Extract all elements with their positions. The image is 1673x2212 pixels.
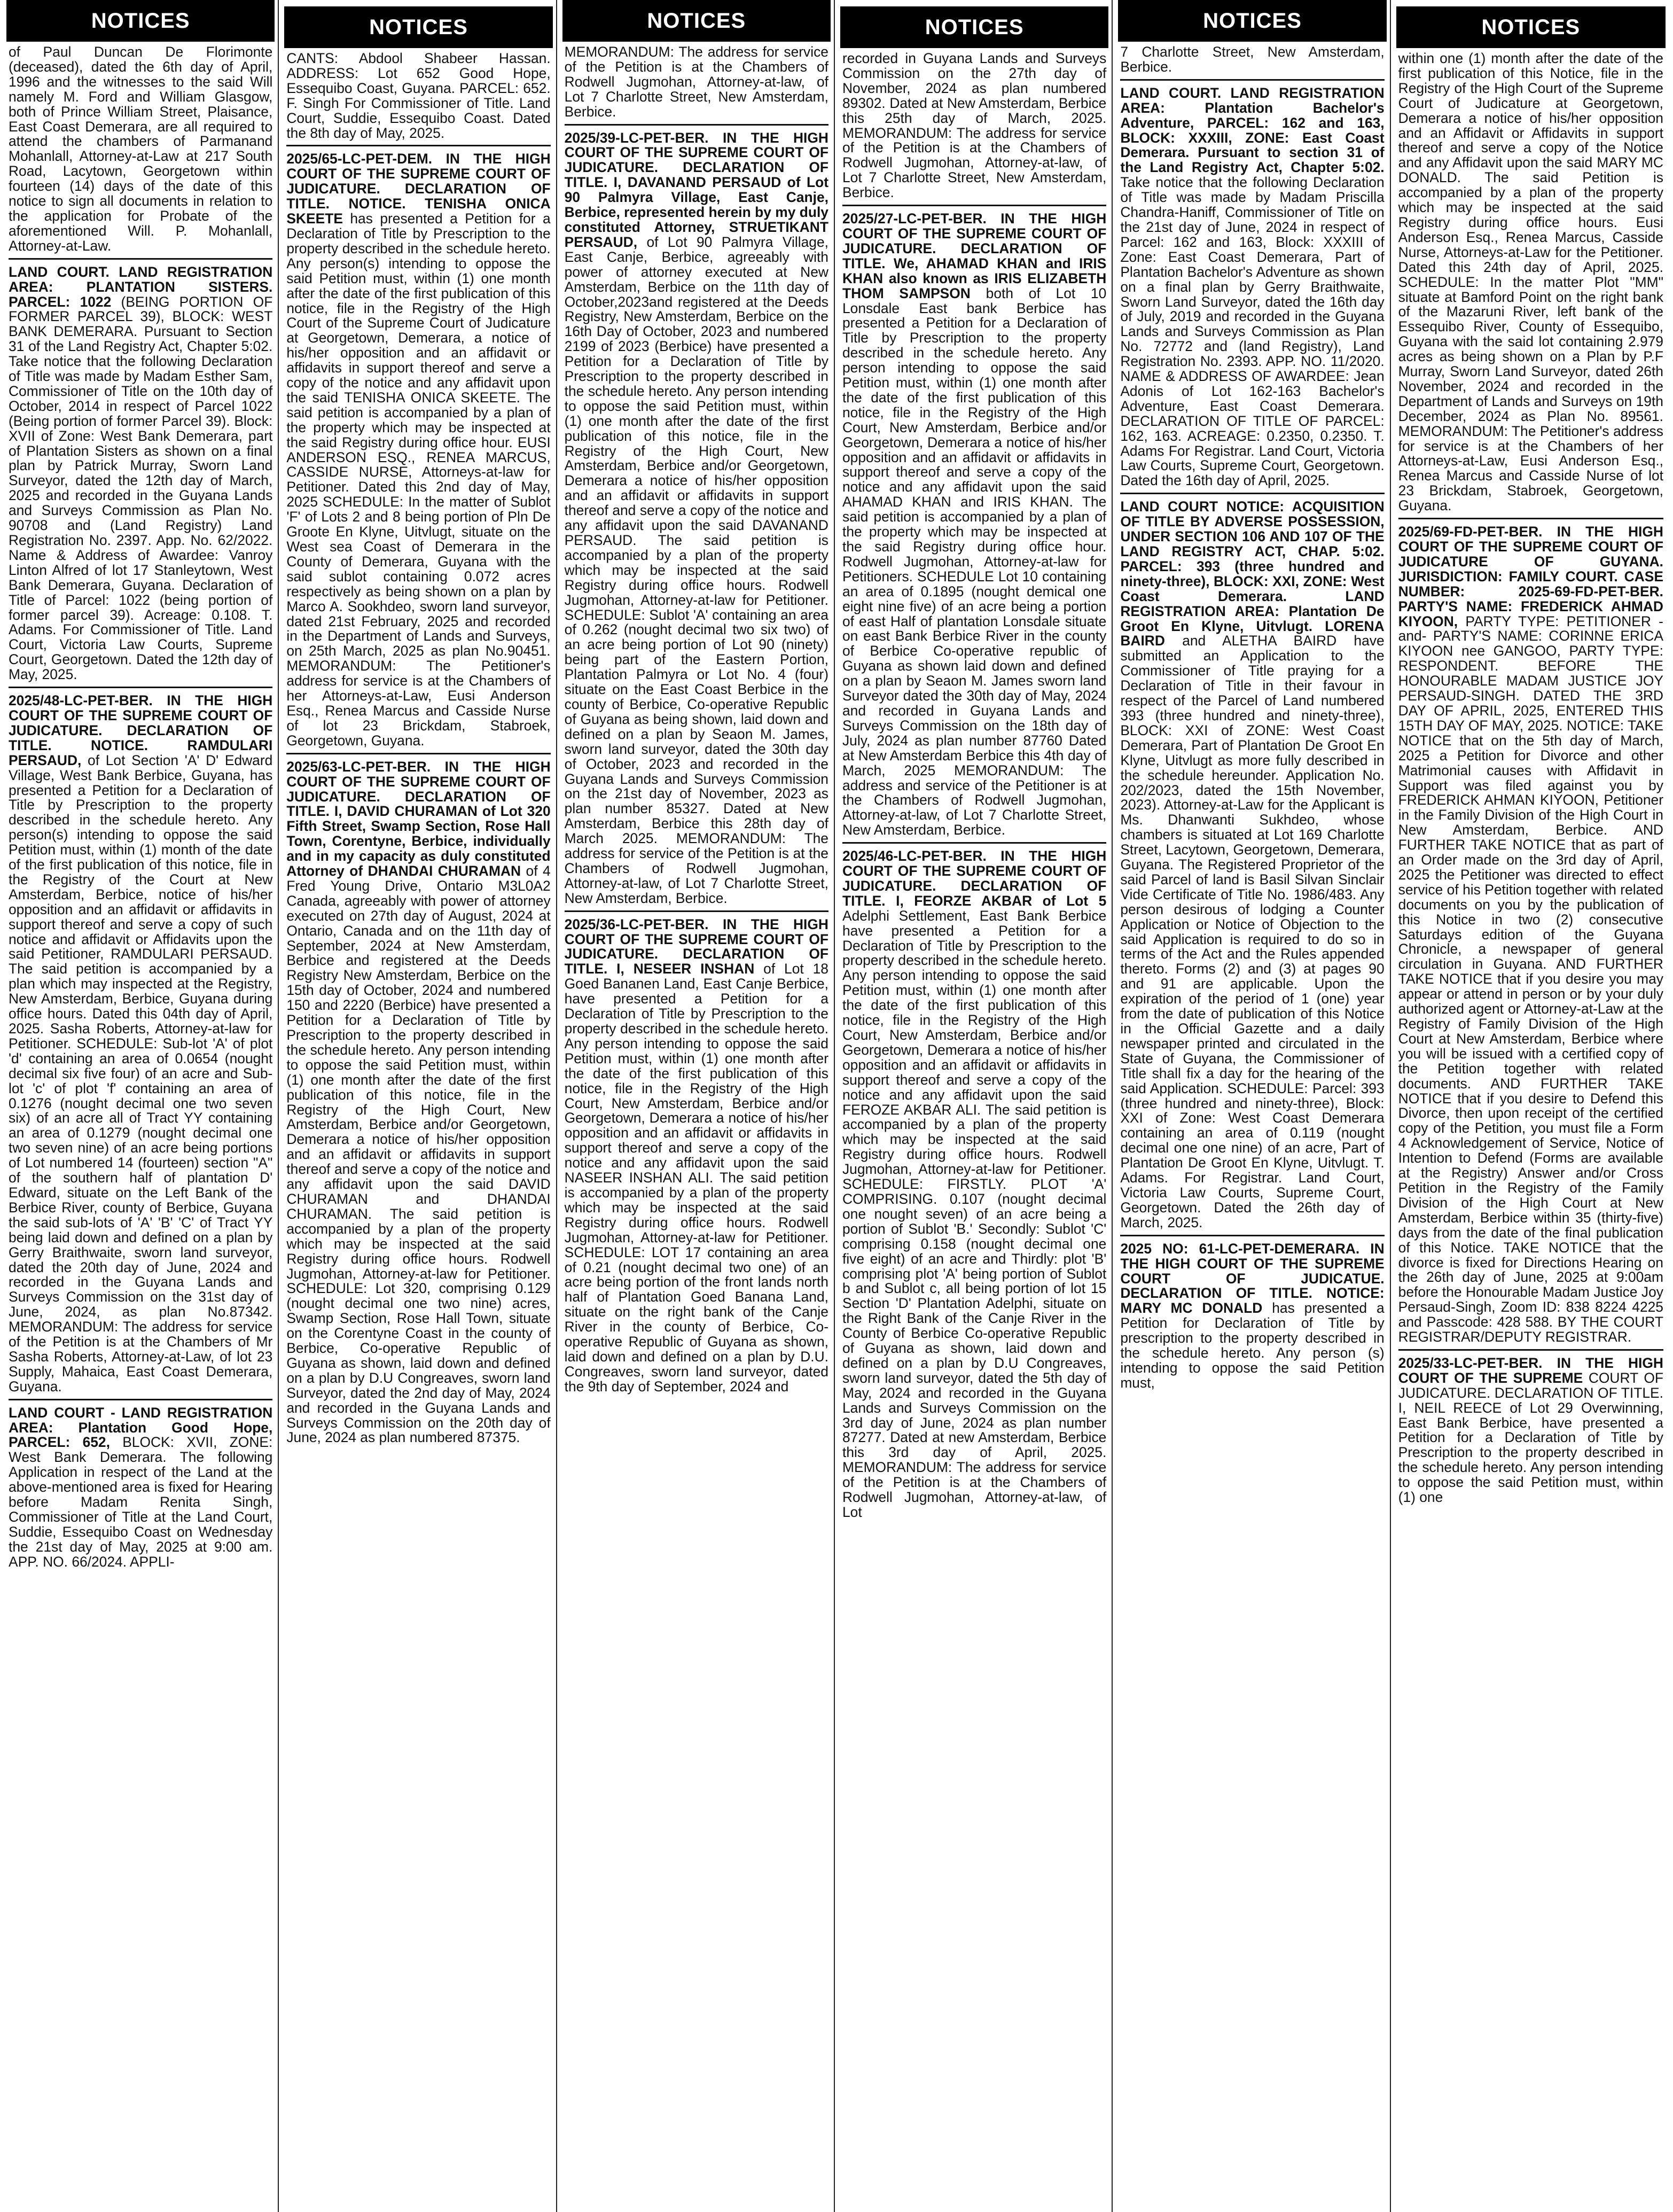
notice-heading: 2025/48-LC-PET-BER. IN THE HIGH COURT OF THE SUPREME COURT OF JUDICATURE. DECLARATION OF TITLE. NOTICE. RAMDULARI PERSAUD, xyxy=(9,692,273,768)
notice-heading: 2025/63-LC-PET-BER. IN THE HIGH COURT OF THE SUPREME COURT OF JUDICATURE. DECLARATION OF TITLE. I, DAVID CHURAMAN of Lot 320 Fifth Street, Swamp Section, Rose Hall Town, Corentyne, Berbice, individually and in my capacity as duly constituted Attorney of DHANDAI CHURAMAN xyxy=(286,758,551,879)
notice-item xyxy=(1398,1349,1663,1505)
notice-heading: 2025/33-LC-PET-BER. IN THE HIGH COURT OF THE SUPREME xyxy=(1398,1354,1663,1386)
notice-body: and ALETHA BAIRD have submitted an Application to the Commissioner of Title praying for a Declaration of Title in their favour in respect of the Parcel of Land numbered 393 (three hundred and ninety-three), BLOCK: XXI of ZONE: West Coast Demerara, Part of Plantation De Groot En Klyne, Uitvlugt as more fully described in the schedule hereunder. Application No. 202/2023, dated the 15th November, 2023). Attorney-at-Law for the Applicant is Ms. Dhanwanti Sukhdeo, whose chambers is situated at Lot 169 Charlotte Street, Lacytown, Georgetown, Demerara, Guyana. The Registered Proprietor of the said Parcel of land is Basil Silvan Sinclair Vide Certificate of Title No. 1986/483. Any person desirous of lodging a Counter Application or Notice of Objection to the said Application is required to do so in terms of the Act and the Rules appended thereto. Forms (2) and (3) at pages 90 and 91 are applicable. Upon the expiration of the period of 1 (one) year from the date of publication of this Notice in the Official Gazette and a daily newspaper printed and circulated in the State of Guyana, the Commissioner of Title shall fix a day for the hearing of the said Application. SCHEDULE: Parcel: 393 (three hundred and ninety-three), Block: XXI of Zone: West Coast Demerara containing an area of 0.119 (nought decimal one one nine) of an acre, Part of Plantation De Groot En Klyne, Uitvlugt. T. Adams. For Registrar. Land Court, Victoria Law Courts, Supreme Court, Georgetown. Dated the 26th day of March, 2025. xyxy=(1120,633,1385,1230)
notice-item xyxy=(286,753,550,1446)
notice-paragraph xyxy=(565,917,828,1395)
column-header: NOTICES xyxy=(840,6,1108,48)
notice-item xyxy=(842,842,1106,1520)
notice-body: both of Lot 10 Lonsdale East bank Berbice has presented a Petition for a Declaration of Title by Prescription to the property described in the schedule hereto. Any person intending to oppose the said Petition must, within (1) one month after the date of the first publication of this notice, file in the Registry of the High Court, New Amsterdam, Berbice and/or Georgetown, Demerara a notice of his/her opposition and an affidavit or affidavits in support thereof and serve a copy of the notice and any affidavit upon the said AHAMAD KHAN and IRIS KHAN. The said petition is accompanied by a plan of the property which may be inspected at the said Registry during office hour. Rodwell Jugmohan, Attorney-at-law for Petitioners. SCHEDULE Lot 10 containing an area of 0.1895 (nought demical one eight nine five) of an acre being a portion of east Half of plantation Lonsdale situate on east Bank Berbice River in the county of Berbice Co-operative republic of Guyana as shown laid down and defined on a plan by Seaon M. James sworn land Surveyor dated the 30th day of May, 2024 and recorded in Guyana Lands and Surveys Commission on the 18th day of July, 2024 as plan number 87760 Dated at New Amsterdam Berbice this 4th day of March, 2025 MEMORANDUM: The address and service of the Petitioner is at the Chambers of Rodwell Jugmohan, Attorney-at-law, of Lot 7 Charlotte Street, New Amsterdam, Berbice. xyxy=(842,285,1107,838)
column-body xyxy=(286,51,550,1445)
notices-column xyxy=(560,0,835,2212)
notice-body: within one (1) month after the date of the first publication of this Notice, file in the Registry of the High Court of the Supreme Court of Judicature at Georgetown, Demerara a notice of his/her opposition and an Affidavit or Affidavits in support thereof and serve a copy of the Notice and any Affidavit upon the said MARY MC DONALD. The said Petition is accompanied by a plan of the property which may be inspected at the said Registry during office hours. Eusi Anderson Esq., Renea Marcus, Casside Nurse, Attorneys-at-Law for the Petitioner. Dated this 24th day of April, 2025. SCHEDULE: In the matter Plot "MM" situate at Bamford Point on the right bank of the Mazaruni River, left bank of the Essequibo River, County of Essequibo, Guyana with the said lot containing 2.979 acres as being shown on a Plan by P.F Murray, Sworn Land Surveyor, dated 26th November, 2024 and recorded in the Department of Lands and Surveys on 19th December, 2024 as Plan No. 89561. MEMORANDUM: The Petitioner's address for service is at the Chambers of her Attorneys-at-Law, Eusi Anderson Esq., Renea Marcus and Casside Nurse of lot 23 Brickdam, Stabroek, Georgetown, Guyana. xyxy=(1398,50,1663,514)
notice-item xyxy=(1398,51,1663,513)
notice-paragraph xyxy=(1120,1242,1384,1391)
notice-item xyxy=(286,51,550,141)
notice-item xyxy=(842,205,1106,838)
notice-item xyxy=(565,124,828,906)
notice-item xyxy=(565,910,828,1395)
notice-paragraph xyxy=(1120,500,1384,1230)
notice-body: Adelphi Settlement, East Bank Berbice have presented a Petition for a Declaration of Title by Prescription to the property described in the schedule hereto. Any person intending to oppose the said Petition must, within (1) one month after the date of the first publication of this notice, file in the Registry of the High Court, New Amsterdam, Berbice and/or Georgetown, Demerara a notice of his/her opposition and an affidavit or affidavits in support thereof and serve a copy of the notice and any affidavit upon the said FEROZE AKBAR ALI. The said petition is accompanied by a plan of the property which may be inspected at the said Registry during office hours. Rodwell Jugmohan, Attorney-at-law for Petitioner. SCHEDULE: FIRSTLY. PLOT 'A' COMPRISING. 0.107 (nought decimal one nought seven) of an acre being a portion of Sublot 'B.' Secondly: Sublot 'C' comprising 0.158 (nought decimal one five eight) of an acre and Thirdly: plot 'B' comprising plot 'A' being portion of Sublot b and Sublot c, all being portion of lot 15 Section 'D' Plantation Adelphi, situate on the Right Bank of the Canje River in the County of Berbice Co-operative Republic of Guyana as shown, laid down and defined on a plan by D.U Congreaves, sworn land surveyor, dated the 5th day of May, 2024 and recorded in the Guyana Lands and Surveys Commission on the 3rd day of June, 2024 as plan number 87277. Dated at new Amsterdam, Berbice this 3rd day of April, 2025. MEMORANDUM: The address for service of the Petition is at the Chambers of Rodwell Jugmohan, Attorney-at-law, of Lot xyxy=(842,907,1107,1520)
notice-paragraph xyxy=(1120,45,1384,75)
notice-item xyxy=(565,45,828,120)
notice-body: BLOCK: XVII, ZONE: West Bank Demerara. The following Application in respect of the Land at the above-mentioned area is fixed for Hearing before Madam Renita Singh, Commissioner of Title at the Land Court, Suddie, Essequibo Coast on Wednesday the 21st day of May, 2025 at 9:00 am. APP. NO. 66/2024. APPLI- xyxy=(9,1434,273,1570)
notice-paragraph xyxy=(565,131,828,906)
notice-paragraph xyxy=(9,694,272,1395)
notice-body: PARTY TYPE: PETITIONER - and- PARTY'S NAME: CORINNE ERICA KIYOON nee GANGOO, PARTY TYPE: RESPONDENT. BEFORE THE HONOURABLE MADAM JUSTICE JOY PERSAUD-SINGH. DATED THE 3RD DAY OF APRIL, 2025, ENTERED THIS 15TH DAY OF MAY, 2025. NOTICE: TAKE NOTICE that on the 5th day of March, 2025 a Petition for Divorce and other Matrimonial causes with Affidavit in Support was filed against you by FREDERICK AHMAN KIYOON, Petitioner in the Family Division of the High Court in New Amsterdam, Berbice. AND FURTHER TAKE NOTICE that as part of an Order made on the 3rd day of April, 2025 the Petitioner was directed to effect service of his Petition together with related documents on you by the publication of this Notice in two (2) consecutive Saturdays edition of the Guyana Chronicle, a newspaper of general circulation in Guyana. AND FURTHER TAKE NOTICE that if you desire you may appear or attend in person or by your duly authorized agent or Attorney-at-Law at the Registry of Family Division of the High Court at New Amsterdam, Berbice where you will be issued with a certified copy of the Petition together with related documents. AND FURTHER TAKE NOTICE that if you desire to Defend this Divorce, then upon receipt of the certified copy of the Petition, you must file a Form 4 Acknowledgement of Service, Notice of Intention to Defend (Forms are available at the Registry) Answer and/or Cross Petition in the Registry of the Family Division of the High Court at New Amsterdam, Berbice within 35 (thirty-five) days from the date of the final publication of this Notice. TAKE NOTICE that the divorce is fixed for Directions Hearing on the 26th day of June, 2025 at 9:00am before the Honourable Madam Justice Joy Persaud-Singh, Zoom ID: 838 8224 4225 and Passcode: 428 588. BY THE COURT REGISTRAR/DEPUTY REGISTRAR. xyxy=(1398,613,1663,1345)
notices-column xyxy=(1116,0,1390,2212)
notice-heading: 2025 NO: 61-LC-PET-DEMERARA. IN THE HIGH COURT OF THE SUPREME COURT OF JUDICATUE. DECLARATION OF TITLE. NOTICE: MARY MC DONALD xyxy=(1120,1240,1385,1317)
column-header: NOTICES xyxy=(1396,6,1666,48)
notice-body: of Lot 18 Goed Bananen Land, East Canje Berbice, have presented a Petition for a Declaration of Title by Prescription to the property described in the schedule hereto. Any person intending to oppose the said Petition must, within (1) one month after the date of the first publication of this notice, file in the Registry of the High Court, New Amsterdam, Berbice and/or Georgetown, Demerara a notice of his/her opposition and an affidavit or affidavits in support thereof and serve a copy of the notice and any affidavit upon the said NASEER INSHAN ALI. The said petition is accompanied by a plan of the property which may be inspected at the said Registry during office hours. Rodwell Jugmohan, Attorney-at-law for Petitioner. SCHEDULE: LOT 17 containing an area of 0.21 (nought decimal two one) of an acre being portion of the front lands north half of Plantation Goed Banana Land, situate on the right bank of the Canje River in the county of Berbice, Co-operative Republic of Guyana as shown, laid down and defined on a plan by D.U. Congreaves, sworn land surveyor, dated the 9th day of September, 2024 and xyxy=(564,961,828,1395)
notice-heading: 2025/69-FD-PET-BER. IN THE HIGH COURT OF THE SUPREME COURT OF JUDICATURE OF GUYANA. JURISDICTION: FAMILY COURT. CASE NUMBER: 2025-69-FD-PET-BER. PARTY'S NAME: FREDERICK AHMAD KIYOON, xyxy=(1398,524,1663,629)
notice-item xyxy=(9,1399,272,1570)
notice-body: of Lot 90 Palmyra Village, East Canje, Berbice, agreeably with power of attorney executed at New Amsterdam, Berbice on the 11th day of October,2023and registered at the Deeds Registry, New Amsterdam, Berbice on the 16th Day of October, 2023 and numbered 2199 of 2023 (Berbice) have presented a Petition for a Declaration of Title by Prescription to the property described in the schedule hereto. Any person intending to oppose the said Petition must, within (1) one month after the date of the first publication of this notice, file in the Registry of the High Court, New Amsterdam, Berbice and/or Georgetown, Demerara a notice of his/her opposition and an affidavit or affidavits in support thereof and serve a copy of the notice and any affidavit upon the said DAVANAND PERSAUD. The said petition is accompanied by a plan of the property which may be inspected at the said Registry during office hours. Rodwell Jugmohan, Attorney-at-law for Petitioner. SCHEDULE: Sublot 'A' containing an area of 0.262 (nought decimal two six two) of an acre being portion of Lot 90 (ninety) being part of the Eastern Portion, Plantation Palmyra or Lot No. 4 (four) situate on the East Coast Berbice in the county of Berbice, Co-operative Republic of Guyana as being shown, laid down and defined on a plan by Seaon M. James, sworn land surveyor, dated the 30th day of October, 2023 and recorded in the Guyana Lands and Surveys Commission on the 21st day of November, 2023 as plan number 85327. Dated at New Amsterdam, Berbice this 28th day of March 2025. MEMORANDUM: The address for service of the Petition is at the Chambers of Rodwell Jugmohan, Attorney-at-law, of Lot 7 Charlotte Street, New Amsterdam, Berbice. xyxy=(564,233,828,906)
notice-item xyxy=(286,145,550,748)
notice-item xyxy=(9,45,272,254)
notice-paragraph xyxy=(1398,51,1663,513)
notice-item xyxy=(1120,1235,1384,1391)
notice-item xyxy=(9,687,272,1395)
notice-paragraph xyxy=(9,265,272,682)
notice-heading: 2025/65-LC-PET-DEM. IN THE HIGH COURT OF THE SUPREME COURT OF JUDICATURE. DECLARATION OF TITLE. NOTICE. TENISHA ONICA SKEETE xyxy=(286,151,551,227)
notice-body: of 4 Fred Young Drive, Ontario M3L0A2 Canada, agreeably with power of attorney executed on 27th day of August, 2024 at Ontario, Canada and on the 11th day of September, 2024 at New Amsterdam, Berbice and registered at the Deeds Registry New Amsterdam, Berbice on the 15th day of October, 2024 and numbered 150 and 2220 (Berbice) have presented a Petition for a Declaration of Title by Prescription to the property described in the schedule hereto. Any person intending to oppose the said Petition must, within (1) one month after the date of the first publication of this notice, file in the Registry of the High Court, New Amsterdam, Berbice and/or Georgetown, Demerara a notice of his/her opposition and an affidavit or affidavits in support thereof and serve a copy of the notice and any affidavit upon the said DAVID CHURAMAN and DHANDAI CHURAMAN. The said petition is accompanied by a plan of the property which may be inspected at the said Registry during office hours. Rodwell Jugmohan, Attorney-at-law for Petitioner. SCHEDULE: Lot 320, comprising 0.129 (nought decimal one two nine) acres, Swamp Section, Rose Hall Town, situate on the Corentyne Coast in the county of Berbice, Co-operative Republic of Guyana as shown, laid down and defined on a plan by D.U Congreaves, sworn land Surveyor, dated the 2nd day of May, 2024 and recorded in the Guyana Lands and Surveys Commission on the 20th day of June, 2024 as plan numbered 87375. xyxy=(286,863,551,1446)
notice-item xyxy=(1120,493,1384,1230)
notice-paragraph xyxy=(842,51,1106,200)
notice-heading: 2025/27-LC-PET-BER. IN THE HIGH COURT OF THE SUPREME COURT OF JUDICATURE. DECLARATION OF TITLE. We, AHAMAD KHAN and IRIS KHAN also known as IRIS ELIZABETH THOM SAMPSON xyxy=(842,211,1107,301)
notice-body: of Paul Duncan De Florimonte (deceased), dated the 6th day of April, 1996 and the witnesses to the said Will namely M. Ford and William Glasgow, both of Prince William Street, Plaisance, East Coast Demerara, are all required to attend the chambers of Parmanand Mohanlall, Attorney-at-Law at 217 South Road, Lacytown, Georgetown within fourteen (14) days of the date of this notice to sign all documents in relation to the application for Probate of the aforementioned Will. P. Mohanlall, Attorney-at-Law. xyxy=(9,44,273,254)
notice-heading: LAND COURT - LAND REGISTRATION AREA: Plantation Good Hope, PARCEL: 652, xyxy=(9,1404,273,1451)
column-body xyxy=(842,51,1106,1520)
notice-body: recorded in Guyana Lands and Surveys Commission on the 27th day of November, 2024 as plan numbered 89302. Dated at New Amsterdam, Berbice this 25th day of March, 2025. MEMORANDUM: The address for service of the Petition is at the Chambers of Rodwell Jugmohan, Attorney-at-law, of Lot 7 Charlotte Street, New Amsterdam, Berbice. xyxy=(842,50,1107,201)
notice-paragraph xyxy=(1398,525,1663,1345)
notice-paragraph xyxy=(1120,86,1384,488)
notice-paragraph xyxy=(1398,1356,1663,1505)
notice-item xyxy=(9,258,272,682)
notice-item xyxy=(1398,518,1663,1345)
notice-paragraph xyxy=(286,152,550,748)
notice-heading: 2025/46-LC-PET-BER. IN THE HIGH COURT OF THE SUPREME COURT OF JUDICATURE. DECLARATION OF TITLE. I, FEORZE AKBAR of Lot 5 xyxy=(842,848,1107,909)
notice-item xyxy=(1120,45,1384,75)
notice-body: CANTS: Abdool Shabeer Hassan. ADDRESS: Lot 652 Good Hope, Essequibo Coast, Guyana. PARCEL: 652. F. Singh For Commissioner of Title. Land Court, Suddie, Essequibo Coast. Dated the 8th day of May, 2025. xyxy=(286,50,551,141)
notice-paragraph xyxy=(565,45,828,120)
column-header: NOTICES xyxy=(1118,0,1386,42)
notice-paragraph xyxy=(286,51,550,141)
column-body xyxy=(565,45,828,1395)
notices-column xyxy=(282,0,557,2212)
notice-heading: 2025/39-LC-PET-BER. IN THE HIGH COURT OF THE SUPREME COURT OF JUDICATURE. DECLARATION OF TITLE. I, DAVANAND PERSAUD of Lot 90 Palmyra Village, East Canje, Berbice, represented herein by my duly constituted Attorney, STRUETIKANT PERSAUD, xyxy=(564,129,828,250)
notices-column xyxy=(4,0,279,2212)
column-header: NOTICES xyxy=(562,0,831,42)
notice-body: 7 Charlotte Street, New Amsterdam, Berbice. xyxy=(1120,44,1385,75)
notice-paragraph xyxy=(842,849,1106,1520)
notice-item xyxy=(842,51,1106,200)
notice-body: of Lot Section 'A' D' Edward Village, West Bank Berbice, Guyana, has presented a Petition for a Declaration of Title by Prescription to the property described in the schedule hereto. Any person(s) intending to oppose the said Petition must, within (1) month of the date of the first publication of this notice, file in the Registry of the Court at New Amsterdam, Berbice, notice of his/her opposition and an affidavit or affidavits in support thereof and serve a copy of such notice and affidavit or Affidavits upon the said Petitioner, RAMDULARI PERSAUD. The said petition is accompanied by a plan which may inspected at the Registry, New Amsterdam, Berbice, Guyana during office hours. Dated this 04th day of April, 2025. Sasha Roberts, Attorney-at-law for Petitioner. SCHEDULE: Sub-lot 'A' of plot 'd' containing an area of 0.0654 (nought decimal six five four) of an acre and Sub-lot 'c' of plot 'f' containing an area of 0.1276 (nought decimal one two seven six) of an acre all of Tract YY containing an area of 0.1279 (nought decimal one two seven nine) of an acre being portions of Lot numbered 14 (fourteen) section "A" of the southern half of plantation D' Edward, situate on the Left Bank of the Berbice River, county of Berbice, Guyana the said sub-lots of 'A' 'B' 'C' of Tract YY being laid down and defined on a plan by Gerry Braithwaite, sworn land surveyor, dated the 20th day of June, 2024 and recorded in the Guyana Lands and Surveys Commission on the 31st day of June, 2024, as plan No.87342. MEMORANDUM: The address for service of the Petition is at the Chambers of Mr Sasha Roberts, Attorney-at-Law, of lot 23 Supply, Mahaica, East Coast Demerara, Guyana. xyxy=(9,752,273,1395)
notice-body: has presented a Petition for a Declaration of Title by Prescription to the property described in the schedule hereto. Any person(s) intending to oppose the said Petition must, within (1) one month after the date of the first publication of this notice, file in the Registry of the High Court of the Supreme Court of Judicature at Georgetown, Demerara, a notice of his/her opposition and an affidavit or affidavits in support thereof and serve a copy of the notice and any affidavit upon the said TENISHA ONICA SKEETE. The said petition is accompanied by a plan of the property which may be inspected at the said Registry during office hour. EUSI ANDERSON ESQ., RENEA MARCUS, CASSIDE NURSE, Attorneys-at-law for Petitioner. Dated this 2nd day of May, 2025 SCHEDULE: In the matter of Sublot 'F' of Lots 2 and 8 being portion of Pln De Groote En Klyne, Uitvlugt, situate on the West sea Coast of Demerara in the County of Demerara, Guyana with the said sublot containing 0.072 acres respectively as being shown on a plan by Marco A. Sookhdeo, sworn land surveyor, dated 21st February, 2025 and recorded in the Department of Lands and Surveys, on 25th March, 2025 as plan No.90451. MEMORANDUM: The Petitioner's address for service is at the Chambers of her Attorneys-at-Law, Eusi Anderson Esq., Renea Marcus and Casside Nurse of lot 23 Brickdam, Stabroek, Georgetown, Guyana. xyxy=(286,211,551,749)
notices-column xyxy=(838,0,1113,2212)
notice-paragraph xyxy=(9,1406,272,1570)
notice-heading: 2025/36-LC-PET-BER. IN THE HIGH COURT OF THE SUPREME COURT OF JUDICATURE. DECLARATION OF TITLE. I, NESEER INSHAN xyxy=(564,916,828,977)
notice-heading: LAND COURT. LAND REGISTRATION AREA: PLANTATION SISTERS. PARCEL: 1022 xyxy=(9,263,273,310)
column-body xyxy=(9,45,272,1570)
notice-paragraph xyxy=(286,760,550,1446)
notice-body: Take notice that the following Declaration of Title was made by Madam Priscilla Chandra-Haniff, Commissioner of Title on the 21st day of June, 2024 in respect of Parcel: 162 and 163, Block: XXXIII of Zone: East Coast Demerara, Part of Plantation Bachelor's Adventure as shown on a final plan by Gerry Braithwaite, Sworn Land Surveyor, dated the 16th day of July, 2019 and recorded in the Guyana Lands and Surveys Commission as Plan No. 72772 and (land Registry), Land Registration No. 2393. APP. NO. 11/2020. NAME & ADDRESS OF AWARDEE: Jean Adonis of Lot 162-163 Bachelor's Adventure, East Coast Demerara. DECLARATION OF TITLE OF PARCEL: 162, 163. ACREAGE: 0.2350, 0.2350. T. Adams For Registrar. Land Court, Victoria Law Courts, Supreme Court, Georgetown. Dated the 16th day of April, 2025. xyxy=(1120,174,1385,489)
notice-paragraph xyxy=(9,45,272,254)
notice-item xyxy=(1120,79,1384,488)
notice-body: MEMORANDUM: The address for service of the Petition is at the Chambers of Rodwell Jugmohan, Attorney-at-law, of Lot 7 Charlotte Street, New Amsterdam, Berbice. xyxy=(564,44,828,120)
column-header: NOTICES xyxy=(6,0,275,42)
column-header: NOTICES xyxy=(284,6,552,48)
notice-heading: LAND COURT. LAND REGISTRATION AREA: Plantation Bachelor's Adventure, PARCEL: 162 and 163, BLOCK: XXXIII, ZONE: East Coast Demerara. Pursuant to section 31 of the Land Registry Act, Chapter 5:02. xyxy=(1120,84,1385,176)
notice-paragraph xyxy=(842,212,1106,838)
column-body xyxy=(1120,45,1384,1391)
notice-body: COURT OF JUDICATURE. DECLARATION OF TITLE. I, NEIL REECE of Lot 29 Overwinning, East Bank Berbice, have presented a Petition for a Declaration of Title by Prescription to the property described in the schedule hereto. Any person intending to oppose the said Petition must, within (1) one xyxy=(1398,1369,1663,1506)
column-body xyxy=(1398,51,1663,1505)
notices-column xyxy=(1394,0,1669,2212)
notice-body: (BEING PORTION OF FORMER PARCEL 39), BLOCK: WEST BANK DEMERARA. Pursuant to Section 31 of the Land Registry Act, Chapter 5:02. Take notice that the following Declaration of Title was made by Madam Esther Sam, Commissioner of Title on the 10th day of October, 2014 in respect of Parcel 1022 (Being portion of former Parcel 39). Block: XVII of Zone: West Bank Demerara, part of Plantation Sisters as shown on a final plan by Patrick Murray, Sworn Land Surveyor, dated the 12th day of March, 2025 and recorded in the Guyana Lands and Surveys Commission as Plan No. 90708 and (Land Registry) Land Registration No. 2397. App. No. 62/2022. Name & Address of Awardee: Vanroy Linton Alfred of lot 17 Stanleytown, West Bank Demerara, Guyana. Declaration of Title of Parcel: 1022 (being portion of former parcel 39). Acreage: 0.108. T. Adams. For Commissioner of Title. Land Court, Victoria Law Courts, Supreme Court, Georgetown. Dated the 12th day of May, 2025. xyxy=(9,293,273,683)
notice-body: has presented a Petition for Declaration of Title by prescription to the property described in the schedule hereto. Any person (s) intending to oppose the said Petition must, xyxy=(1120,1300,1385,1391)
notice-heading: LAND COURT NOTICE: ACQUISITION OF TITLE BY ADVERSE POSSESSION, UNDER SECTION 106 AND 107 OF THE LAND REGISTRY ACT, CHAP. 5:02. PARCEL: 393 (three hundred and ninety-three), BLOCK: XXI, ZONE: West Coast Demerara. LAND REGISTRATION AREA: Plantation De Groot En Klyne, Uitvlugt. LORENA BAIRD xyxy=(1120,499,1385,649)
